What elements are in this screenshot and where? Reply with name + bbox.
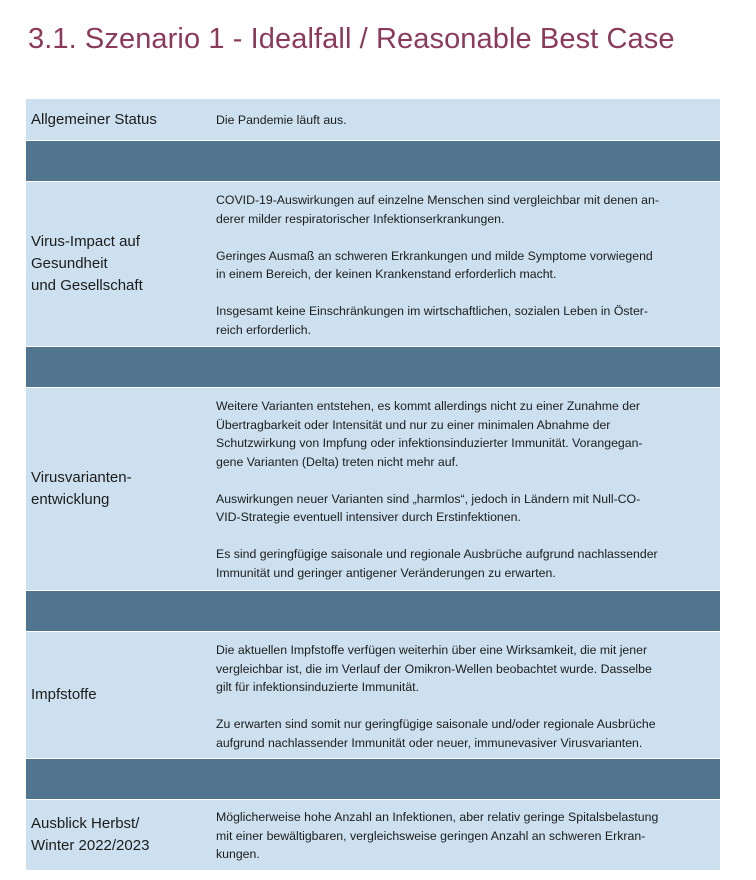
text-line: Weitere Varianten entstehen, es kommt allerdings nicht zu einer Zunahme der [216,399,641,413]
separator-bar [26,759,720,800]
page-title: 3.1. Szenario 1 - Idealfall / Reasonable Best Case [28,23,675,56]
row-content [216,388,720,590]
text-line: Übertragbarkeit oder Intensität und nur zu einer minimalen Abnahme der [216,417,611,432]
text-line: kungen. [216,847,260,861]
row-label: Impfstoffe [31,686,97,703]
text-line: Immunität und geringer antigener Veränderungen zu erwarten. [216,565,556,580]
text-line: Die aktuellen Impfstoffe verfügen weiterhin über eine Wirksamkeit, die mit jener [216,643,648,657]
row-label: Ausblick Herbst/ Winter 2022/2023 [31,815,150,854]
paragraph [216,302,716,339]
paragraph [216,715,716,752]
text-line: Insgesamt keine Einschränkungen im wirtschaftlichen, sozialen Leben in Öster- [216,304,648,318]
text-line: vergleichbar ist, die im Verlauf der Omikron-Wellen beobachtet wurde. Dasselbe [216,661,652,676]
separator-bar [26,591,720,632]
text-line: derer milder respiratorischer Infektionserkrankungen. [216,211,505,226]
text-line: VID-Strategie eventuell intensiver durch Erstinfektionen. [216,510,521,524]
paragraph [216,808,716,864]
text-line: Es sind geringfügige saisonale und regionale Ausbrüche aufgrund nachlassender [216,547,658,561]
text-line: reich erforderlich. [216,322,311,337]
row-label: Virus-Impact auf Gesundheit und Gesellschaft [31,233,143,294]
paragraph [216,247,716,284]
text-line: COVID-19-Auswirkungen auf einzelne Menschen sind vergleichbar mit denen an- [216,193,659,207]
row-virus-variants [26,388,720,591]
separator-bar [26,141,720,182]
paragraph: Die Pandemie läuft aus. [216,113,347,127]
separator-bar [26,347,720,388]
row-virus-impact [26,182,720,347]
paragraph [216,545,716,582]
row-label: Virusvarianten- entwicklung [31,469,132,508]
row-outlook [26,800,720,871]
row-vaccines [26,632,720,759]
row-content [216,800,720,870]
paragraph [216,641,716,697]
text-line: mit einer bewältigbaren, vergleichsweise geringen Anzahl an schweren Erkran- [216,828,646,843]
text-line: Schutzwirkung von Impfung oder infektionsinduzierter Immunität. Vorangegan- [216,436,643,450]
paragraph [216,191,716,228]
paragraph [216,490,716,527]
scenario-table [26,99,720,871]
row-general-status [26,99,720,141]
text-line: Zu erwarten sind somit nur geringfügige saisonale und/oder regionale Ausbrüche [216,717,656,731]
text-line: Möglicherweise hohe Anzahl an Infektionen, aber relativ geringe Spitalsbelastung [216,810,659,824]
text-line: in einem Bereich, der keinen Krankenstand erforderlich macht. [216,267,557,281]
row-content [216,99,720,140]
text-line: gilt für infektionsinduzierte Immunität. [216,680,419,694]
text-line: gene Varianten (Delta) treten nicht mehr auf. [216,454,459,469]
text-line: Auswirkungen neuer Varianten sind „harmlos“, jedoch in Ländern mit Null-CO- [216,491,641,506]
row-content [216,632,720,758]
text-line: aufgrund nachlassender Immunität oder neuer, immunevasiver Virusvarianten. [216,735,643,750]
text-line: Geringes Ausmaß an schweren Erkrankungen und milde Symptome vorwiegend [216,248,653,263]
row-label: Allgemeiner Status [31,110,157,128]
paragraph [216,397,716,471]
row-content [216,182,720,346]
